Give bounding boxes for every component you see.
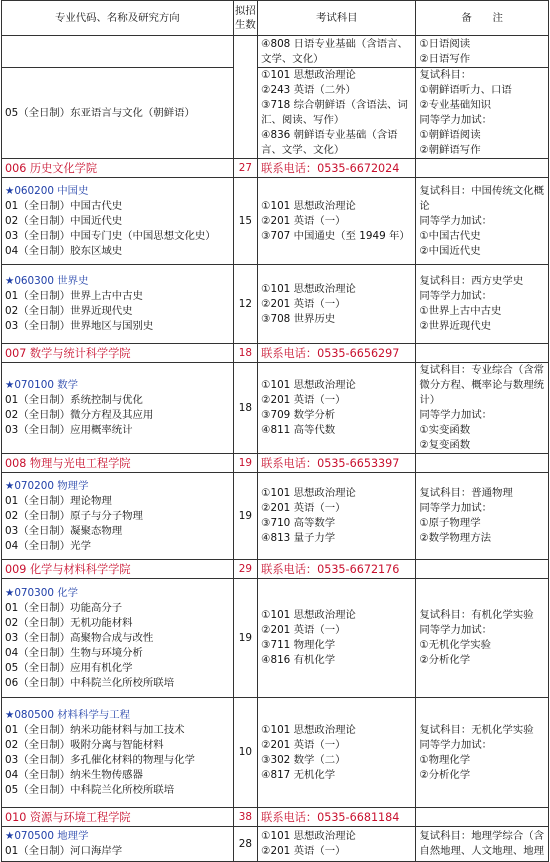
college-enroll: 29: [233, 560, 257, 579]
college-body: [2, 159, 549, 862]
direction-line: 01（全日制）纳米功能材料与加工技术: [5, 723, 185, 736]
note-line: ①朝鲜语阅读: [419, 129, 481, 141]
direction-line: 03（全日制）凝聚态物理: [5, 524, 123, 537]
notes-cell: [416, 827, 549, 862]
major-enroll: 12: [233, 265, 257, 344]
note-line: 同等学力加试：: [419, 738, 493, 751]
college-row: [2, 808, 549, 827]
major-row: [2, 579, 549, 698]
major-row: [2, 473, 549, 560]
direction-line: 01（全日制）世界上古中古史: [5, 290, 143, 302]
major-code: ★060300 世界史: [5, 275, 89, 287]
exam-line: ①101 思想政治理论: [261, 199, 356, 212]
major-cell: [2, 579, 234, 698]
note-line: 复试科目：有机化学实验: [419, 609, 534, 621]
note-line: ②复变函数: [419, 439, 471, 451]
major-row: [2, 178, 549, 265]
exam-cell: [258, 265, 416, 344]
note-line: ①朝鲜语听力、口语: [419, 84, 512, 96]
major-cell: [2, 265, 234, 344]
exam-line: ①101 思想政治理论: [261, 69, 356, 81]
exam-line: ③718 综合朝鲜语（含语法、词汇、阅读、写作）: [261, 99, 408, 126]
major-row: [2, 265, 549, 344]
continued-row-top: [2, 36, 549, 68]
notes-cell: [416, 36, 549, 68]
direction-line: 05（全日制）应用有机化学: [5, 661, 133, 674]
admissions-table: [1, 0, 549, 862]
college-enroll: 38: [233, 808, 257, 827]
major-row: [2, 827, 549, 862]
exam-line: ③302 数学（二）: [261, 753, 346, 766]
header-enroll: 拟招生数: [233, 1, 257, 36]
exam-cell: [258, 579, 416, 698]
college-name: 010 资源与环境工程学院: [2, 808, 234, 827]
notes-cell: [416, 698, 549, 808]
notes-cell: [416, 579, 549, 698]
note-line: 同等学力加试：: [419, 409, 493, 421]
major-code: ★080500 材料科学与工程: [5, 708, 131, 721]
exam-line: ③707 中国通史（至 1949 年）: [261, 229, 410, 242]
exam-line: ①101 思想政治理论: [261, 282, 356, 295]
note-line: ②朝鲜语写作: [419, 144, 481, 156]
note-line: 同等学力加试：: [419, 114, 493, 126]
major-code: ★070500 地理学: [5, 830, 89, 842]
direction-line: 01（全日制）功能高分子: [5, 601, 123, 614]
exam-line: ①101 思想政治理论: [261, 830, 356, 842]
direction-line: 01（全日制）河口海岸学: [5, 845, 123, 857]
major-code: ★060200 中国史: [5, 184, 89, 197]
note-line: ②分析化学: [419, 768, 471, 781]
college-phone: 联系电话：0535-6672176: [258, 560, 416, 579]
major-enroll: 10: [233, 698, 257, 808]
note-line: 同等学力加试：: [419, 290, 493, 302]
exam-line: ②201 英语（一）: [261, 738, 346, 751]
college-row: [2, 560, 549, 579]
exam-line: ③709 数学分析: [261, 409, 336, 421]
college-name: 007 数学与统计科学学院: [2, 344, 234, 363]
exam-cell: [258, 68, 416, 159]
college-enroll: 27: [233, 159, 257, 178]
note-line: 复试科目：中国传统文化概论: [419, 184, 544, 212]
exam-line: ②201 英语（一）: [261, 394, 346, 406]
exam-line: ③708 世界历史: [261, 312, 336, 325]
direction-line: 01（全日制）理论物理: [5, 494, 112, 507]
major-row: [2, 698, 549, 808]
direction-line: 03（全日制）多孔催化材料的物理与化学: [5, 753, 195, 766]
major-enroll: 18: [233, 363, 257, 454]
exam-cell: [258, 698, 416, 808]
exam-line: ②201 英语（一）: [261, 502, 346, 514]
note-line: ①实变函数: [419, 424, 471, 436]
note-line: 同等学力加试：: [419, 502, 493, 514]
direction-line: 04（全日制）生物与环境分析: [5, 646, 143, 659]
college-enroll: 18: [233, 344, 257, 363]
college-row: [2, 454, 549, 473]
direction-line: 03（全日制）应用概率统计: [5, 424, 133, 436]
major-code: ★070300 化学: [5, 586, 79, 599]
college-name: 008 物理与光电工程学院: [2, 454, 234, 473]
note-line: ①原子物理学: [419, 517, 481, 529]
exam-line: ③711 物理化学: [261, 639, 336, 651]
college-phone: 联系电话：0535-6653397: [258, 454, 416, 473]
direction-line: 03（全日制）高聚物合成与改性: [5, 631, 154, 644]
exam-line: ②243 英语（二外）: [261, 84, 356, 96]
direction-line: 04（全日制）纳米生物传感器: [5, 768, 143, 781]
note-line: ②分析化学: [419, 654, 471, 666]
exam-line: ①101 思想政治理论: [261, 609, 356, 621]
note-line: 复试科目：专业综合（含常微分方程、概率论与数理统计）: [419, 364, 544, 406]
note-line: 复试科目：无机化学实验: [419, 723, 534, 736]
notes-cell: [416, 473, 549, 560]
major-cell: [2, 363, 234, 454]
exam-cell: [258, 178, 416, 265]
direction-line: 02（全日制）世界近现代史: [5, 305, 133, 317]
note-line: ①中国古代史: [419, 229, 481, 242]
college-phone: 联系电话：0535-6681184: [258, 808, 416, 827]
note-line: 同等学力加试：: [419, 214, 493, 227]
college-phone: 联系电话：0535-6656297: [258, 344, 416, 363]
note-line: ①日语阅读: [419, 37, 471, 50]
exam-line: ①101 思想政治理论: [261, 487, 356, 499]
direction-line: 02（全日制）无机功能材料: [5, 616, 133, 629]
direction-line: 04（全日制）胶东区域史: [5, 244, 123, 257]
direction-line: 01（全日制）中国古代史: [5, 199, 123, 212]
header-row: [2, 1, 549, 36]
direction-line: 03（全日制）中国专门史（中国思想文化史）: [5, 229, 216, 242]
major-row: [2, 363, 549, 454]
exam-line: ④808 日语专业基础（含语言、文学、文化）: [261, 37, 408, 65]
major-cell: [2, 698, 234, 808]
note-line: ②专业基础知识: [419, 99, 491, 111]
college-name: 009 化学与材料科学学院: [2, 560, 234, 579]
major-cell: [2, 473, 234, 560]
direction-line: 03（全日制）世界地区与国别史: [5, 320, 154, 332]
college-row: [2, 159, 549, 178]
exam-line: ①101 思想政治理论: [261, 379, 356, 391]
exam-line: ④813 量子力学: [261, 532, 336, 544]
note-line: 复试科目：地理学综合（含自然地理、人文地理、地理: [419, 830, 544, 857]
college-enroll: 19: [233, 454, 257, 473]
note-line: ②中国近代史: [419, 244, 481, 257]
exam-line: ②201 英语（一）: [261, 297, 346, 310]
exam-line: ④811 高等代数: [261, 424, 336, 436]
note-line: ①无机化学实验: [419, 639, 491, 651]
exam-line: ②201 英语（一）: [261, 214, 346, 227]
notes-cell: [416, 363, 549, 454]
direction-line: 02（全日制）中国近代史: [5, 214, 123, 227]
exam-line: ④816 有机化学: [261, 654, 336, 666]
note-line: 复试科目：: [419, 69, 472, 81]
major-code: ★070200 物理学: [5, 479, 89, 492]
major-enroll: 19: [233, 473, 257, 560]
major-enroll: 15: [233, 178, 257, 265]
exam-cell: [258, 36, 416, 68]
exam-cell: [258, 827, 416, 862]
major-cell: [2, 827, 234, 862]
notes-cell: [416, 178, 549, 265]
college-row: [2, 344, 549, 363]
note-line: ②日语写作: [419, 52, 471, 65]
exam-line: ②201 英语（一）: [261, 845, 346, 857]
major-enroll: 28: [233, 827, 257, 862]
header-major: 专业代码、名称及研究方向: [2, 1, 234, 36]
note-line: ②世界近现代史: [419, 320, 491, 332]
note-line: 同等学力加试：: [419, 624, 493, 636]
major-cell: [2, 178, 234, 265]
major-code: ★070100 数学: [5, 379, 79, 391]
direction-line: 06（全日制）中科院兰化所校所联培: [5, 676, 175, 689]
direction-line: 05（全日制）东亚语言与文化（朝鲜语）: [5, 106, 195, 119]
notes-cell: [416, 265, 549, 344]
note-line: 复试科目：普通物理: [419, 487, 513, 499]
direction-line: 02（全日制）原子与分子物理: [5, 509, 143, 522]
note-line: ①世界上古中古史: [419, 305, 502, 317]
notes-cell: [416, 68, 549, 159]
major-enroll: 19: [233, 579, 257, 698]
note-line: ①物理化学: [419, 753, 471, 766]
exam-cell: [258, 473, 416, 560]
exam-line: ③710 高等数学: [261, 517, 336, 529]
exam-line: ①101 思想政治理论: [261, 723, 356, 736]
direction-cell: [2, 68, 234, 159]
header-notes: 备 注: [416, 1, 549, 36]
direction-line: 05（全日制）中科院兰化所校所联培: [5, 783, 175, 796]
direction-line: 01（全日制）系统控制与优化: [5, 394, 143, 406]
continued-row-major: [2, 68, 549, 159]
exam-line: ④817 无机化学: [261, 768, 336, 781]
exam-line: ②201 英语（一）: [261, 624, 346, 636]
exam-cell: [258, 363, 416, 454]
college-phone: 联系电话：0535-6672024: [258, 159, 416, 178]
college-name: 006 历史文化学院: [2, 159, 234, 178]
note-line: 复试科目：西方史学史: [419, 275, 524, 287]
direction-line: 02（全日制）微分方程及其应用: [5, 409, 154, 421]
direction-line: 04（全日制）光学: [5, 539, 91, 552]
exam-line: ④836 朝鲜语专业基础（含语言、文学、文化）: [261, 129, 398, 156]
direction-line: 02（全日制）吸附分离与智能材料: [5, 738, 164, 751]
header-exam: 考试科目: [258, 1, 416, 36]
note-line: ②数学物理方法: [419, 532, 491, 544]
